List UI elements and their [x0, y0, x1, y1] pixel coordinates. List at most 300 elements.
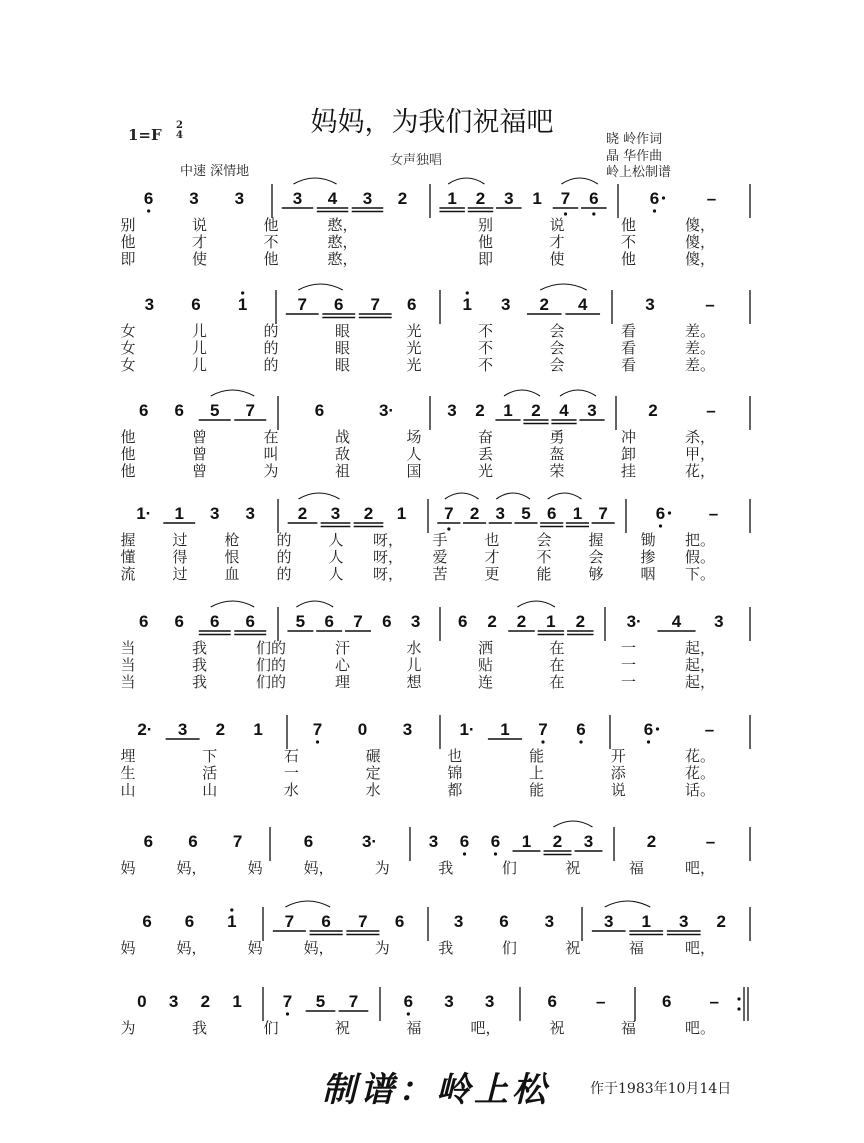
lyric-syllable: 当	[120, 656, 136, 674]
lyric-syllable: 水	[406, 639, 422, 657]
slur	[294, 178, 337, 184]
lyric-syllable: 会	[549, 322, 565, 340]
lyric-syllable: 挂	[620, 462, 637, 480]
lyric-syllable: 才	[484, 548, 500, 566]
note: 3	[679, 912, 689, 931]
lyric-syllable: 福	[628, 859, 644, 877]
lyric-syllable: 女	[120, 339, 136, 357]
tempo-marking: 中速 深情地	[180, 164, 250, 179]
lyric-syllable: 使	[191, 250, 208, 268]
note: 1	[237, 295, 248, 314]
lyric-syllable: 杀，	[684, 428, 716, 446]
lyric-syllable: 差。	[684, 322, 716, 340]
lyric-syllable: 看	[620, 322, 637, 340]
low-octave-dot	[447, 527, 450, 530]
lyric-syllable: 即	[477, 250, 494, 268]
lyric-syllable: 他	[120, 233, 136, 251]
note: 7	[560, 189, 571, 208]
note: 1	[572, 504, 583, 523]
lyric-syllable: 更	[484, 565, 500, 583]
meter-bottom: 4	[176, 130, 183, 141]
lyric-syllable: 定	[365, 764, 381, 782]
note: 3	[484, 992, 495, 1011]
note: 7	[444, 504, 454, 523]
lyric-syllable: 过	[172, 531, 188, 549]
note: 2	[487, 612, 497, 631]
lyric-syllable: 们的	[255, 656, 287, 674]
note: 1	[396, 504, 407, 523]
lyric-syllable: 为	[374, 939, 390, 957]
lyric-syllable: 盔	[549, 445, 565, 463]
note: 7	[232, 832, 243, 851]
arranger-signature: 制谱：岭上松	[322, 1070, 550, 1110]
note: 1·	[136, 504, 152, 523]
note: 6	[321, 912, 331, 931]
lyric-syllable: 把。	[684, 531, 716, 549]
lyric-syllable: 人	[406, 445, 422, 463]
lyric-syllable: 假。	[684, 548, 716, 566]
lyric-syllable: 别	[120, 216, 136, 234]
lyric-syllable: 不	[477, 322, 494, 340]
lyric-syllable: 场	[406, 428, 422, 446]
note: 6	[546, 504, 557, 523]
note: 2	[200, 992, 211, 1011]
lyric-syllable: 眼	[334, 322, 351, 340]
lyric-syllable: 眼	[334, 339, 351, 357]
repeat-dot	[737, 1007, 740, 1010]
note: 3	[645, 295, 655, 314]
note: 2	[397, 189, 408, 208]
lyric-syllable: 他	[620, 250, 637, 268]
low-octave-dot	[659, 524, 662, 527]
note: 3	[168, 992, 179, 1011]
lyric-syllable: 爱	[432, 548, 448, 566]
slur	[448, 178, 484, 184]
lyric-syllable: 石	[283, 747, 299, 765]
note: 3	[587, 401, 597, 420]
note: 6	[184, 912, 195, 931]
lyric-syllable: 一	[283, 764, 299, 782]
note: 0	[137, 992, 147, 1011]
arranger-credit: 岭上松制谱	[606, 165, 672, 180]
note: 2	[575, 612, 586, 631]
note: 6	[576, 720, 586, 739]
lyric-syllable: 的	[276, 548, 292, 566]
lyric-syllable: 他	[120, 428, 136, 446]
note: 1	[503, 401, 513, 420]
note: 3	[428, 832, 439, 851]
note: 1·	[459, 720, 475, 739]
lyric-syllable: 吧，	[684, 859, 716, 877]
composition-date: 作于1983年10月14日	[590, 1081, 732, 1097]
lyric-syllable: 看	[620, 339, 637, 357]
note: 2	[215, 720, 226, 739]
low-octave-dot	[653, 209, 656, 212]
note: –	[704, 720, 715, 739]
lyric-syllable: 呀，	[372, 565, 404, 583]
low-octave-dot	[579, 740, 582, 743]
lyric-syllable: 卸	[620, 445, 637, 463]
note: 2	[716, 912, 726, 931]
note: 1	[546, 612, 556, 631]
lyric-syllable: 我	[191, 1019, 208, 1037]
slur	[540, 284, 587, 290]
note: 6	[303, 832, 314, 851]
note: 1	[447, 189, 457, 208]
lyric-syllable: 呀，	[372, 548, 404, 566]
note: 7	[297, 295, 307, 314]
note: 3·	[626, 612, 642, 631]
lyric-syllable: 即	[120, 250, 136, 268]
note: 5	[521, 504, 531, 523]
lyric-syllable: 下	[202, 747, 218, 765]
lyric-syllable: 在	[549, 639, 565, 657]
note: 3	[604, 912, 614, 931]
note: 4	[578, 295, 588, 314]
lyric-syllable: 得	[172, 548, 188, 566]
key-signature: 1=F	[128, 126, 162, 144]
lyric-syllable: 的	[276, 565, 292, 583]
lyric-syllable: 会	[549, 356, 565, 374]
note: 0	[357, 720, 368, 739]
lyric-syllable: 他	[263, 250, 279, 268]
note: 2	[516, 612, 527, 631]
lyric-syllable: 勇	[549, 428, 565, 446]
lyric-syllable: 吧，	[684, 939, 716, 957]
note: 6	[139, 612, 149, 631]
note: –	[705, 832, 716, 851]
note: 6	[188, 832, 198, 851]
note: 6	[407, 295, 417, 314]
lyric-syllable: 在	[549, 656, 565, 674]
lyric-syllable: 们	[263, 1019, 279, 1037]
note: 3·	[378, 401, 395, 420]
lyric-syllable: 憨，	[327, 233, 358, 251]
lyric-syllable: 会	[588, 548, 604, 566]
note: 3	[410, 612, 421, 631]
note: 3	[714, 612, 724, 631]
slur	[554, 821, 593, 827]
low-octave-dot	[286, 1012, 289, 1015]
lyric-syllable: 花。	[684, 747, 716, 765]
lyric-syllable: 奋	[477, 428, 494, 446]
note: 3	[234, 189, 245, 208]
lyric-syllable: 光	[406, 339, 422, 357]
lyric-syllable: 洒	[477, 639, 494, 657]
lyric-syllable: 曾	[191, 428, 208, 446]
note: 6	[490, 832, 501, 851]
note: 6	[143, 832, 154, 851]
lyric-syllable: 女	[120, 356, 136, 374]
lyric-syllable: 我	[191, 639, 208, 657]
note: 2	[469, 504, 480, 523]
lyric-syllable: 血	[224, 565, 240, 583]
note: 3	[495, 504, 506, 523]
lyric-syllable: 懂	[120, 548, 136, 566]
lyric-syllable: 才	[191, 233, 208, 251]
note: 6	[589, 189, 599, 208]
lyric-syllable: 敌	[334, 445, 351, 463]
note: 7	[245, 401, 255, 420]
lyric-syllable: 吧。	[684, 1019, 716, 1037]
note: 3	[501, 295, 511, 314]
note: 6	[662, 992, 672, 1011]
note: 6	[403, 992, 414, 1011]
note: 5	[315, 992, 326, 1011]
note: 7	[284, 912, 295, 931]
lyric-syllable: 贴	[477, 656, 494, 674]
lyric-syllable: 活	[202, 764, 218, 782]
lyric-syllable: 光	[406, 322, 422, 340]
note: 6	[382, 612, 392, 631]
note: 6	[210, 612, 220, 631]
note: 2	[531, 401, 541, 420]
lyric-syllable: 战	[334, 428, 351, 446]
note: 1	[174, 504, 184, 523]
note: 4	[671, 612, 682, 631]
note: 2	[297, 504, 308, 523]
lyric-syllable: 曾	[191, 462, 208, 480]
lyric-syllable: 丢	[477, 445, 494, 463]
lyric-syllable: 憨，	[327, 250, 358, 268]
lyric-syllable: 一	[620, 656, 637, 674]
lyric-syllable: 看	[620, 356, 637, 374]
lyric-syllable: 的	[263, 356, 279, 374]
lyric-syllable: 水	[365, 781, 381, 799]
lyric-syllable: 妈，	[176, 859, 207, 877]
song-title: 妈妈，为我们祝福吧	[310, 107, 554, 138]
lyric-syllable: 儿	[191, 356, 208, 374]
lyric-syllable: 上	[529, 764, 545, 782]
low-octave-dot	[494, 852, 497, 855]
lyric-syllable: 说	[610, 781, 626, 799]
lyric-syllable: 手	[432, 531, 448, 549]
low-octave-dot	[647, 740, 650, 743]
note: 7	[312, 720, 323, 739]
lyric-syllable: 的	[263, 339, 279, 357]
lyric-syllable: 够	[588, 565, 604, 583]
note: –	[708, 504, 719, 523]
low-octave-dot	[592, 212, 595, 215]
note: 6	[459, 832, 470, 851]
lyric-syllable: 叫	[263, 445, 279, 463]
lyric-syllable: 苦	[432, 565, 448, 583]
lyric-syllable: 妈，	[176, 939, 207, 957]
note: 2	[646, 832, 657, 851]
lyric-syllable: 说	[549, 216, 565, 234]
lyric-syllable: 呀，	[372, 531, 404, 549]
lyric-syllable: 他	[477, 233, 494, 251]
lyric-syllable: 光	[406, 356, 422, 374]
lyric-syllable: 咽	[640, 565, 656, 583]
slur	[285, 901, 330, 907]
lyric-syllable: 福	[628, 939, 644, 957]
note: 1	[227, 912, 237, 931]
note: 6	[324, 612, 334, 631]
slur	[299, 493, 340, 499]
note: 6	[457, 612, 468, 631]
lyric-syllable: 国	[406, 462, 422, 480]
slur	[211, 601, 255, 607]
lyric-syllable: 别	[477, 216, 494, 234]
note: 6	[143, 189, 154, 208]
lyric-syllable: 花。	[684, 764, 716, 782]
note: 3·	[361, 832, 378, 851]
lyric-syllable: 他	[120, 462, 136, 480]
slur	[496, 493, 530, 499]
note: 3	[330, 504, 341, 523]
lyric-syllable: 冲	[620, 428, 637, 446]
composer-credit: 晶 华作曲	[606, 149, 663, 164]
lyric-syllable: 祝	[565, 939, 581, 957]
lyric-syllable: 吧，	[470, 1019, 501, 1037]
lyric-syllable: 起，	[684, 639, 716, 657]
lyric-syllable: 们的	[255, 673, 287, 691]
note: 3	[210, 504, 220, 523]
note: 3	[177, 720, 188, 739]
lyric-syllable: 的	[263, 322, 279, 340]
lyric-syllable: 当	[120, 639, 136, 657]
lyric-syllable: 会	[536, 531, 552, 549]
note: 6	[314, 401, 325, 420]
lyric-syllable: 下。	[684, 565, 716, 583]
note: –	[709, 992, 719, 1011]
slur	[605, 901, 651, 907]
slur	[518, 601, 555, 607]
performance-type: 女声独唱	[390, 153, 443, 168]
lyric-syllable: 我	[191, 673, 208, 691]
note: 3	[144, 295, 155, 314]
lyric-syllable: 话。	[684, 781, 716, 799]
lyric-syllable: 福	[620, 1019, 637, 1037]
note: 7	[282, 992, 293, 1011]
lyric-syllable: 儿	[191, 339, 208, 357]
lyric-syllable: 想	[406, 673, 422, 691]
low-octave-dot	[463, 852, 466, 855]
lyric-syllable: 也	[484, 531, 500, 549]
note: 6	[142, 912, 152, 931]
note: 2	[552, 832, 563, 851]
lyric-syllable: 才	[549, 233, 565, 251]
note: 6	[174, 401, 184, 420]
high-octave-dot	[466, 291, 469, 294]
lyric-syllable: 添	[610, 764, 626, 782]
lyric-syllable: 能	[529, 747, 545, 765]
lyric-syllable: 过	[172, 565, 188, 583]
lyric-syllable: 祝	[565, 859, 581, 877]
lyric-syllable: 女	[120, 322, 136, 340]
lyric-syllable: 们的	[255, 639, 287, 657]
note: 6	[655, 504, 666, 523]
lyric-syllable: 能	[529, 781, 545, 799]
lyric-syllable: 人	[328, 548, 344, 566]
note: 3	[189, 189, 199, 208]
note: 7	[538, 720, 548, 739]
lyric-syllable: 们	[501, 859, 517, 877]
lyric-syllable: 祝	[549, 1019, 565, 1037]
note: 7	[598, 504, 608, 523]
note: 1	[232, 992, 242, 1011]
lyric-syllable: 荣	[549, 462, 565, 480]
slur	[296, 601, 333, 607]
lyric-syllable: 我	[438, 939, 454, 957]
note: 5	[210, 401, 220, 420]
lyric-syllable: 会	[549, 339, 565, 357]
note: 1	[500, 720, 510, 739]
lyric-syllable: 傻，	[684, 216, 716, 234]
lyric-syllable: 不	[620, 233, 637, 251]
lyric-syllable: 妈，	[303, 939, 334, 957]
low-octave-dot	[541, 740, 544, 743]
slur	[562, 178, 598, 184]
note: 2	[539, 295, 549, 314]
high-octave-dot	[230, 908, 233, 911]
lyric-syllable: 眼	[334, 356, 351, 374]
lyricist-credit: 晓 岭作词	[606, 132, 663, 147]
note: 3	[245, 504, 255, 523]
lyric-syllable: 我	[438, 859, 454, 877]
note: 6	[174, 612, 184, 631]
note: 5	[295, 612, 306, 631]
lyric-syllable: 人	[328, 531, 344, 549]
lyric-syllable: 一	[620, 673, 637, 691]
note: 3	[583, 832, 594, 851]
lyric-syllable: 埋	[120, 747, 136, 765]
slur	[504, 390, 540, 396]
lyric-syllable: 儿	[191, 322, 208, 340]
lyric-syllable: 生	[120, 764, 136, 782]
lyric-syllable: 们	[501, 939, 517, 957]
lyric-syllable: 祖	[334, 462, 351, 480]
note: 2·	[137, 720, 153, 739]
slur	[560, 390, 596, 396]
lyric-syllable: 使	[549, 250, 565, 268]
lyric-syllable: 不	[536, 548, 552, 566]
lyric-syllable: 水	[283, 781, 299, 799]
note: 6	[245, 612, 255, 631]
lyric-syllable: 也	[447, 747, 463, 765]
note: 6	[499, 912, 509, 931]
augmentation-dot	[662, 196, 665, 199]
note: 2	[648, 401, 658, 420]
lyric-syllable: 锄	[640, 531, 656, 549]
note: 6	[139, 401, 149, 420]
note: 1	[641, 912, 651, 931]
note: –	[596, 992, 606, 1011]
note: 3	[444, 992, 454, 1011]
lyric-syllable: 起，	[684, 673, 716, 691]
meter-top: 2	[176, 120, 183, 131]
augmentation-dot	[668, 511, 671, 514]
note: –	[706, 189, 717, 208]
lyric-syllable: 妈	[247, 939, 263, 957]
lyric-syllable: 为	[374, 859, 390, 877]
note: 2	[475, 401, 485, 420]
lyric-syllable: 掺	[640, 548, 656, 566]
lyric-syllable: 差。	[684, 339, 716, 357]
lyric-syllable: 光	[477, 462, 494, 480]
note: 7	[358, 912, 368, 931]
lyric-syllable: 不	[263, 233, 279, 251]
note: 1	[521, 832, 532, 851]
note: 6	[191, 295, 201, 314]
lyric-syllable: 福	[406, 1019, 422, 1037]
lyric-syllable: 我	[191, 656, 208, 674]
note: 6	[649, 189, 660, 208]
lyric-syllable: 妈，	[303, 859, 334, 877]
note: 6	[547, 992, 557, 1011]
lyric-syllable: 不	[477, 356, 494, 374]
